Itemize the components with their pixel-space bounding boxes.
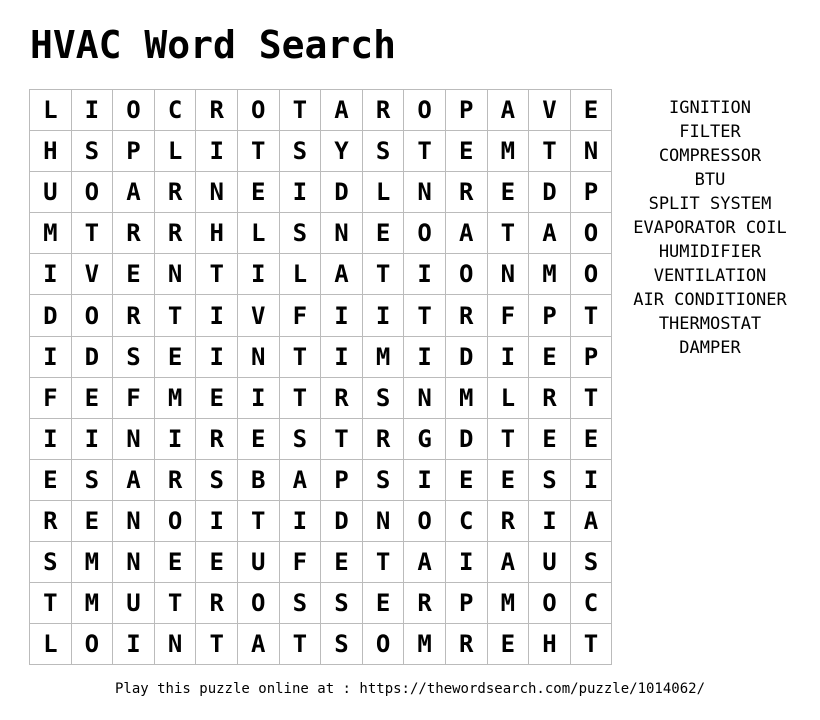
grid-cell[interactable]: I: [196, 295, 238, 336]
grid-cell[interactable]: T: [404, 131, 446, 172]
grid-cell[interactable]: T: [487, 213, 529, 254]
grid-cell[interactable]: I: [30, 254, 72, 295]
grid-cell[interactable]: L: [30, 624, 72, 665]
grid-cell[interactable]: E: [487, 624, 529, 665]
grid-cell[interactable]: I: [154, 418, 196, 459]
word-list-item: DAMPER: [679, 338, 741, 358]
grid-cell[interactable]: T: [154, 583, 196, 624]
grid-cell[interactable]: T: [154, 295, 196, 336]
grid-cell[interactable]: M: [404, 624, 446, 665]
grid-cell[interactable]: T: [30, 583, 72, 624]
grid-cell[interactable]: R: [362, 418, 404, 459]
grid-cell[interactable]: I: [196, 336, 238, 377]
grid-cell[interactable]: N: [113, 418, 155, 459]
grid-cell[interactable]: E: [154, 336, 196, 377]
grid-cell[interactable]: O: [529, 583, 571, 624]
grid-cell[interactable]: T: [529, 131, 571, 172]
word-list-item: HUMIDIFIER: [658, 242, 762, 262]
grid-cell[interactable]: S: [30, 542, 72, 583]
grid-cell[interactable]: E: [362, 213, 404, 254]
grid-cell[interactable]: E: [570, 90, 612, 131]
grid-cell[interactable]: R: [113, 295, 155, 336]
grid-cell[interactable]: T: [321, 418, 363, 459]
grid-row: [30, 583, 612, 624]
grid-cell[interactable]: T: [570, 377, 612, 418]
grid-cell[interactable]: A: [321, 90, 363, 131]
grid-cell[interactable]: I: [321, 295, 363, 336]
grid-cell[interactable]: R: [445, 172, 487, 213]
grid-cell[interactable]: R: [321, 377, 363, 418]
grid-cell[interactable]: H: [30, 131, 72, 172]
grid-cell[interactable]: O: [404, 90, 446, 131]
grid-cell[interactable]: O: [113, 90, 155, 131]
grid-cell[interactable]: O: [404, 213, 446, 254]
grid-cell[interactable]: S: [279, 131, 321, 172]
grid-cell[interactable]: R: [196, 583, 238, 624]
grid-cell[interactable]: T: [279, 90, 321, 131]
grid-cell[interactable]: I: [279, 172, 321, 213]
word-list-item: EVAPORATOR COIL: [633, 218, 787, 238]
grid-cell[interactable]: O: [71, 172, 113, 213]
grid-cell[interactable]: P: [570, 172, 612, 213]
grid-cell[interactable]: O: [362, 624, 404, 665]
grid-cell[interactable]: M: [71, 542, 113, 583]
grid-cell[interactable]: N: [321, 213, 363, 254]
grid-cell[interactable]: B: [237, 459, 279, 500]
grid-cell[interactable]: L: [487, 377, 529, 418]
grid-cell[interactable]: N: [237, 336, 279, 377]
grid-cell[interactable]: O: [404, 500, 446, 541]
grid-cell[interactable]: R: [196, 90, 238, 131]
grid-cell[interactable]: T: [570, 295, 612, 336]
grid-cell[interactable]: S: [279, 418, 321, 459]
grid-cell[interactable]: D: [529, 172, 571, 213]
grid-cell[interactable]: A: [113, 459, 155, 500]
grid-cell[interactable]: R: [445, 624, 487, 665]
grid-cell[interactable]: M: [487, 131, 529, 172]
grid-row: [30, 418, 612, 459]
grid-cell[interactable]: P: [445, 583, 487, 624]
grid-cell[interactable]: I: [237, 377, 279, 418]
grid-cell[interactable]: O: [237, 583, 279, 624]
grid-cell[interactable]: M: [30, 213, 72, 254]
grid-cell[interactable]: M: [71, 583, 113, 624]
grid-cell[interactable]: O: [237, 90, 279, 131]
grid-cell[interactable]: D: [321, 500, 363, 541]
grid-cell[interactable]: N: [113, 500, 155, 541]
grid-cell[interactable]: F: [487, 295, 529, 336]
grid-cell[interactable]: T: [279, 377, 321, 418]
grid-cell[interactable]: S: [113, 336, 155, 377]
grid-cell[interactable]: I: [279, 500, 321, 541]
grid-cell[interactable]: A: [487, 542, 529, 583]
grid-cell[interactable]: O: [570, 254, 612, 295]
grid-cell[interactable]: E: [237, 172, 279, 213]
grid-cell[interactable]: I: [321, 336, 363, 377]
grid-cell[interactable]: S: [570, 542, 612, 583]
grid-cell[interactable]: S: [71, 131, 113, 172]
grid-cell[interactable]: E: [487, 459, 529, 500]
grid-cell[interactable]: D: [321, 172, 363, 213]
grid-cell[interactable]: L: [362, 172, 404, 213]
grid-cell[interactable]: I: [30, 418, 72, 459]
grid-cell[interactable]: T: [237, 500, 279, 541]
grid-cell[interactable]: F: [113, 377, 155, 418]
grid-cell[interactable]: R: [30, 500, 72, 541]
grid-cell[interactable]: S: [362, 377, 404, 418]
grid-cell[interactable]: H: [529, 624, 571, 665]
grid-row: [30, 500, 612, 541]
grid-cell[interactable]: V: [71, 254, 113, 295]
grid-cell[interactable]: R: [529, 377, 571, 418]
grid-cell[interactable]: E: [529, 418, 571, 459]
word-list-item: COMPRESSOR: [658, 146, 762, 166]
grid-row: [30, 377, 612, 418]
grid-row: [30, 254, 612, 295]
grid-cell[interactable]: E: [237, 418, 279, 459]
grid-cell[interactable]: E: [445, 131, 487, 172]
grid-cell[interactable]: R: [487, 500, 529, 541]
grid-cell[interactable]: E: [196, 377, 238, 418]
grid-cell[interactable]: A: [321, 254, 363, 295]
grid-cell[interactable]: I: [445, 542, 487, 583]
grid-cell[interactable]: I: [71, 418, 113, 459]
grid-cell[interactable]: E: [487, 172, 529, 213]
grid-cell[interactable]: P: [570, 336, 612, 377]
grid-cell[interactable]: A: [529, 213, 571, 254]
grid-cell[interactable]: T: [196, 254, 238, 295]
grid-cell[interactable]: N: [113, 542, 155, 583]
grid-cell[interactable]: H: [196, 213, 238, 254]
word-list-item: THERMOSTAT: [658, 314, 762, 334]
grid-cell[interactable]: O: [570, 213, 612, 254]
grid-cell[interactable]: V: [237, 295, 279, 336]
grid-cell[interactable]: E: [529, 336, 571, 377]
grid-row: [30, 336, 612, 377]
grid-cell[interactable]: P: [113, 131, 155, 172]
grid-cell[interactable]: N: [154, 624, 196, 665]
grid-cell[interactable]: P: [445, 90, 487, 131]
grid-cell[interactable]: R: [154, 459, 196, 500]
word-list-item: BTU: [694, 170, 726, 190]
grid-cell[interactable]: E: [71, 500, 113, 541]
grid-cell[interactable]: U: [30, 172, 72, 213]
grid-cell[interactable]: I: [237, 254, 279, 295]
grid-cell[interactable]: I: [30, 336, 72, 377]
grid-cell[interactable]: O: [71, 295, 113, 336]
grid-cell[interactable]: I: [362, 295, 404, 336]
grid-cell[interactable]: I: [404, 336, 446, 377]
grid-cell[interactable]: E: [445, 459, 487, 500]
grid-cell[interactable]: E: [196, 542, 238, 583]
grid-cell[interactable]: T: [570, 624, 612, 665]
grid-cell[interactable]: U: [529, 542, 571, 583]
grid-cell[interactable]: P: [321, 459, 363, 500]
grid-cell[interactable]: N: [196, 172, 238, 213]
grid-cell[interactable]: N: [404, 377, 446, 418]
grid-cell[interactable]: T: [196, 624, 238, 665]
grid-cell[interactable]: N: [570, 131, 612, 172]
word-list-item: IGNITION: [669, 98, 751, 118]
grid-cell[interactable]: E: [113, 254, 155, 295]
grid-cell[interactable]: T: [362, 254, 404, 295]
grid-cell[interactable]: C: [154, 90, 196, 131]
grid-cell[interactable]: T: [279, 624, 321, 665]
word-list: [620, 96, 800, 360]
grid-cell[interactable]: M: [487, 583, 529, 624]
grid-cell[interactable]: T: [404, 295, 446, 336]
grid-cell[interactable]: M: [445, 377, 487, 418]
grid-cell[interactable]: M: [529, 254, 571, 295]
grid-cell[interactable]: L: [279, 254, 321, 295]
puzzle-link-footer: Play this puzzle online at : https://thewordsearch.com/puzzle/1014062/: [114, 681, 705, 697]
grid-cell[interactable]: S: [279, 583, 321, 624]
page-title: HVAC Word Search: [30, 23, 397, 67]
grid-cell[interactable]: F: [30, 377, 72, 418]
grid-cell[interactable]: I: [196, 500, 238, 541]
grid-cell[interactable]: F: [279, 542, 321, 583]
grid-cell[interactable]: N: [154, 254, 196, 295]
grid-cell[interactable]: N: [362, 500, 404, 541]
grid-cell[interactable]: R: [196, 418, 238, 459]
grid-cell[interactable]: E: [321, 542, 363, 583]
grid-cell[interactable]: R: [445, 295, 487, 336]
grid-cell[interactable]: M: [154, 377, 196, 418]
grid-cell[interactable]: E: [71, 377, 113, 418]
grid-cell[interactable]: A: [113, 172, 155, 213]
grid-cell[interactable]: D: [445, 336, 487, 377]
grid-row: [30, 542, 612, 583]
grid-cell[interactable]: S: [321, 583, 363, 624]
grid-cell[interactable]: O: [71, 624, 113, 665]
grid-cell[interactable]: N: [404, 172, 446, 213]
grid-cell[interactable]: A: [445, 213, 487, 254]
grid-cell[interactable]: E: [362, 583, 404, 624]
grid-cell[interactable]: S: [362, 131, 404, 172]
grid-cell[interactable]: I: [487, 336, 529, 377]
grid-cell[interactable]: L: [30, 90, 72, 131]
grid-cell[interactable]: I: [404, 254, 446, 295]
grid-row: [30, 295, 612, 336]
grid-cell[interactable]: I: [113, 624, 155, 665]
grid-cell[interactable]: Y: [321, 131, 363, 172]
grid-cell[interactable]: A: [279, 459, 321, 500]
grid-cell[interactable]: V: [529, 90, 571, 131]
grid-cell[interactable]: I: [570, 459, 612, 500]
grid-cell[interactable]: E: [154, 542, 196, 583]
grid-cell[interactable]: R: [113, 213, 155, 254]
word-list-item: VENTILATION: [653, 266, 767, 286]
grid-cell[interactable]: C: [570, 583, 612, 624]
grid-cell[interactable]: S: [321, 624, 363, 665]
grid-cell[interactable]: O: [154, 500, 196, 541]
grid-cell[interactable]: R: [362, 90, 404, 131]
grid-cell[interactable]: O: [445, 254, 487, 295]
grid-cell[interactable]: U: [113, 583, 155, 624]
grid-cell[interactable]: T: [362, 542, 404, 583]
grid-cell[interactable]: P: [529, 295, 571, 336]
grid-cell[interactable]: A: [404, 542, 446, 583]
grid-cell[interactable]: E: [570, 418, 612, 459]
grid-cell[interactable]: I: [529, 500, 571, 541]
grid-cell[interactable]: D: [71, 336, 113, 377]
grid-cell[interactable]: A: [487, 90, 529, 131]
grid-cell[interactable]: S: [279, 213, 321, 254]
grid-cell[interactable]: M: [362, 336, 404, 377]
grid-cell[interactable]: F: [279, 295, 321, 336]
word-list-item: FILTER: [679, 122, 741, 142]
grid-row: [30, 172, 612, 213]
grid-cell[interactable]: D: [30, 295, 72, 336]
grid-cell[interactable]: A: [570, 500, 612, 541]
grid-cell[interactable]: E: [30, 459, 72, 500]
grid-row: [30, 213, 612, 254]
grid-cell[interactable]: T: [237, 131, 279, 172]
grid-cell[interactable]: U: [237, 542, 279, 583]
grid-cell[interactable]: I: [404, 459, 446, 500]
letter-grid: [29, 89, 612, 665]
grid-cell[interactable]: S: [362, 459, 404, 500]
grid-cell[interactable]: I: [196, 131, 238, 172]
grid-cell[interactable]: T: [279, 336, 321, 377]
grid-cell[interactable]: T: [71, 213, 113, 254]
grid-cell[interactable]: R: [154, 213, 196, 254]
grid-cell[interactable]: I: [71, 90, 113, 131]
grid-cell[interactable]: G: [404, 418, 446, 459]
grid-cell[interactable]: L: [154, 131, 196, 172]
grid-cell[interactable]: S: [71, 459, 113, 500]
grid-cell[interactable]: C: [445, 500, 487, 541]
grid-cell[interactable]: S: [196, 459, 238, 500]
grid-row: [30, 131, 612, 172]
grid-row: [30, 624, 612, 665]
word-list-item: AIR CONDITIONER: [633, 290, 787, 310]
grid-cell[interactable]: L: [237, 213, 279, 254]
grid-cell[interactable]: T: [487, 418, 529, 459]
grid-cell[interactable]: A: [237, 624, 279, 665]
grid-cell[interactable]: R: [154, 172, 196, 213]
grid-cell[interactable]: D: [445, 418, 487, 459]
grid-cell[interactable]: S: [529, 459, 571, 500]
grid-row: [30, 459, 612, 500]
word-list-item: SPLIT SYSTEM: [648, 194, 772, 214]
grid-row: [30, 90, 612, 131]
grid-cell[interactable]: R: [404, 583, 446, 624]
grid-cell[interactable]: N: [487, 254, 529, 295]
